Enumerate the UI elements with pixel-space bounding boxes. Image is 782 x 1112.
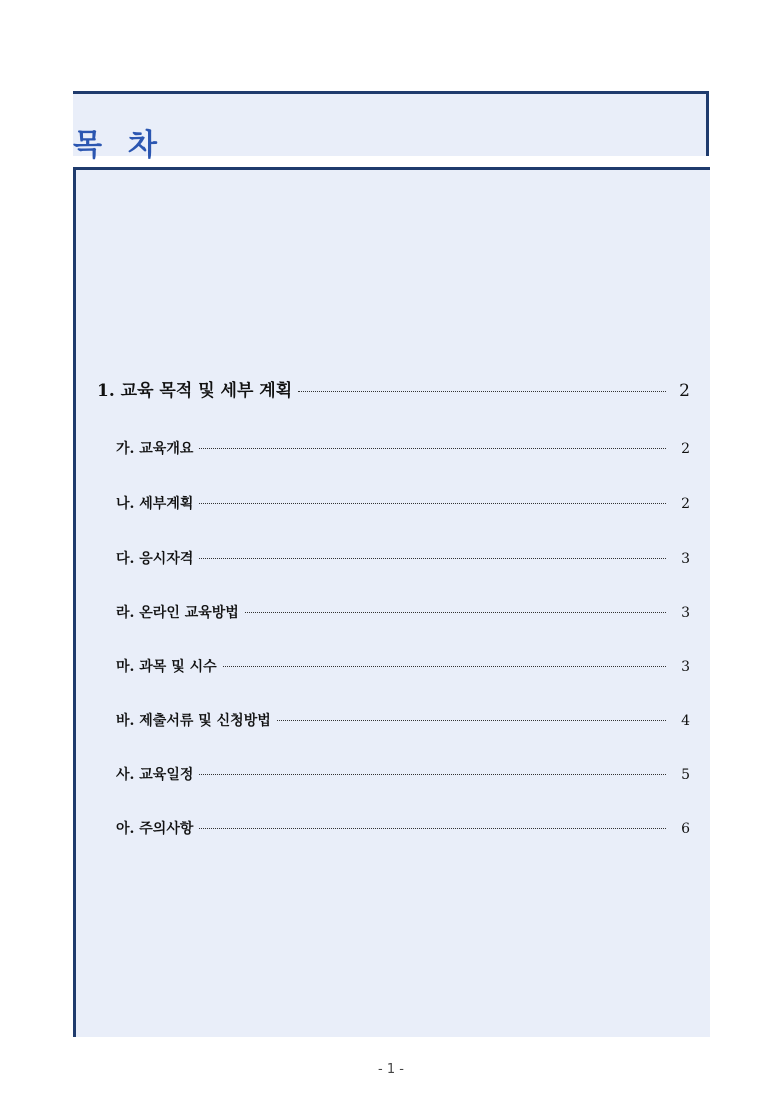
toc-item-label: 라. 온라인 교육방법 [116, 605, 239, 621]
toc-item[interactable] [76, 656, 710, 676]
toc-item-page: 2 [681, 496, 690, 512]
toc-leader [199, 558, 666, 559]
toc-item[interactable] [76, 710, 710, 730]
toc-item-label: 사. 교육일정 [116, 767, 194, 783]
toc-item-label: 마. 과목 및 시수 [116, 659, 217, 675]
toc-item-page: 3 [681, 659, 690, 675]
toc-item-label: 다. 응시자격 [116, 551, 194, 567]
toc-item-page: 2 [681, 441, 690, 457]
toc-main-page: 2 [679, 381, 690, 401]
title-char-1: 목 [73, 128, 102, 163]
toc-item-page: 3 [681, 605, 690, 621]
toc-item[interactable] [76, 818, 710, 838]
toc-item[interactable] [76, 548, 710, 568]
toc-item-page: 6 [681, 821, 690, 837]
toc-item-page: 5 [681, 767, 690, 783]
toc-leader [199, 774, 666, 775]
page-number: - 1 - [378, 1062, 404, 1077]
toc-item-page: 4 [681, 713, 690, 729]
toc-item[interactable] [76, 438, 710, 458]
toc-main-label: 1. 교육 목적 및 세부 계획 [97, 381, 293, 401]
toc-item-label: 가. 교육개요 [116, 441, 194, 457]
toc-leader [199, 448, 666, 449]
toc-item-label: 아. 주의사항 [116, 821, 194, 837]
toc-leader [298, 391, 666, 392]
page-title [73, 120, 157, 164]
toc-leader [245, 612, 666, 613]
toc-item-label: 바. 제출서류 및 신청방법 [116, 713, 271, 729]
toc-leader [277, 720, 666, 721]
toc-item-label: 나. 세부계획 [116, 496, 194, 512]
toc-leader [223, 666, 666, 667]
toc-leader [199, 828, 666, 829]
toc-main-entry[interactable] [76, 376, 710, 401]
toc-item[interactable] [76, 602, 710, 622]
title-char-2: 차 [127, 128, 157, 163]
toc-item[interactable] [76, 493, 710, 513]
toc-item-page: 3 [681, 551, 690, 567]
toc-item[interactable] [76, 764, 710, 784]
toc-panel [73, 167, 710, 1037]
toc-leader [199, 503, 666, 504]
title-band [73, 91, 709, 163]
